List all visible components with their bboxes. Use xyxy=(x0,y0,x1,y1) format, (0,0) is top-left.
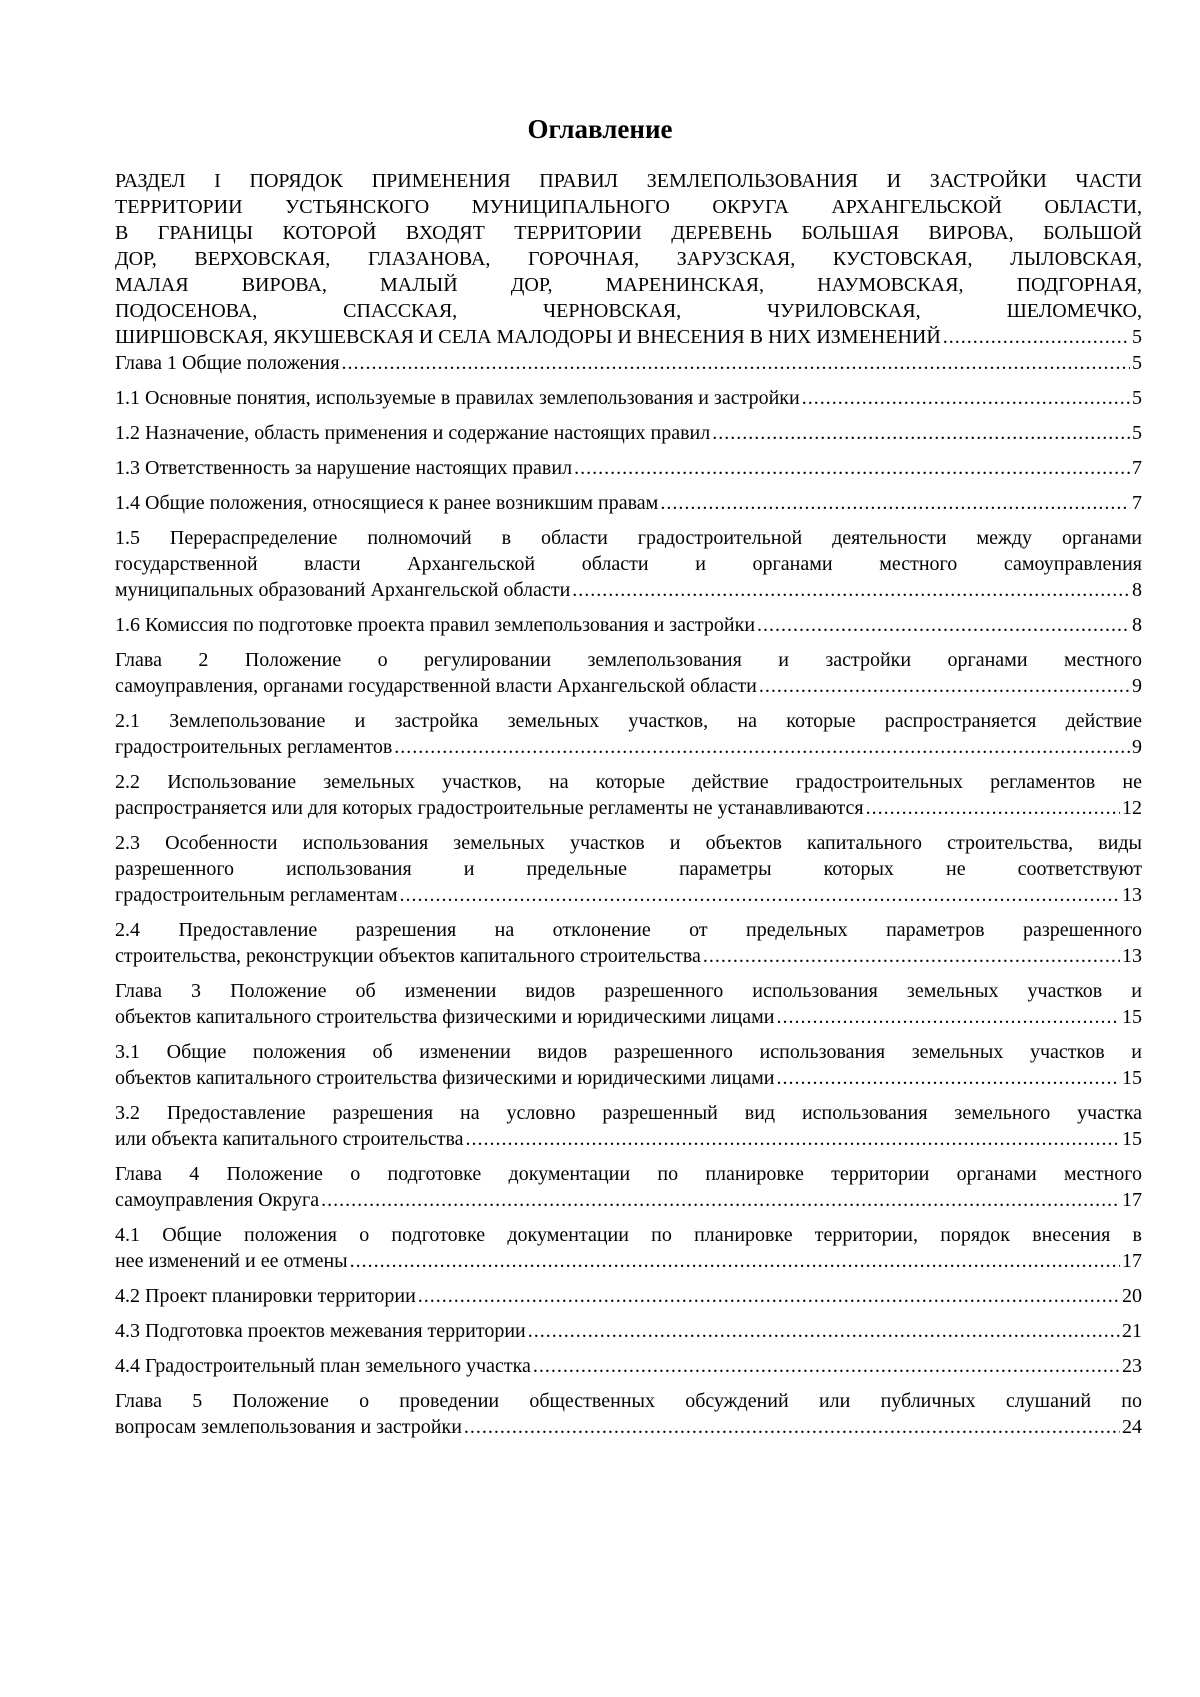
toc-entry-part-1[interactable] xyxy=(115,168,1142,350)
dot-leader xyxy=(572,577,1130,603)
toc-entry[interactable] xyxy=(115,1388,1142,1440)
toc-entry-last-line xyxy=(115,673,1142,699)
toc-entry-last-line xyxy=(115,795,1142,821)
toc-entry-line: 2.1 Землепользование и застройка земельных участков, на которые распространяется действие xyxy=(115,710,1142,732)
toc-entry-line: МАЛАЯ ВИРОВА, МАЛЫЙ ДОР, МАРЕНИНСКАЯ, НАУМОВСКАЯ, ПОДГОРНАЯ, xyxy=(115,274,1142,296)
toc-page-number: 5 xyxy=(1132,422,1142,444)
dot-leader xyxy=(400,882,1120,908)
toc-entry-line: 3.2 Предоставление разрешения на условно разрешенный вид использования земельного участка xyxy=(115,1102,1142,1124)
toc-entry[interactable] xyxy=(115,455,1142,481)
toc-entry-line: Глава 5 Положение о проведении общественных обсуждений или публичных слушаний по xyxy=(115,1390,1142,1412)
toc-entry[interactable] xyxy=(115,1100,1142,1152)
dot-leader xyxy=(712,420,1130,446)
dot-leader xyxy=(394,734,1130,760)
toc-entry-last-line xyxy=(115,1414,1142,1440)
toc-entry-line: ТЕРРИТОРИИ УСТЬЯНСКОГО МУНИЦИПАЛЬНОГО ОКРУГА АРХАНГЕЛЬСКОЙ ОБЛАСТИ, xyxy=(115,196,1142,218)
toc-entry-text: градостроительным регламентам xyxy=(115,884,398,906)
dot-leader xyxy=(466,1126,1120,1152)
toc-entry-text: 1.4 Общие положения, относящиеся к ранее возникшим правам xyxy=(115,492,659,514)
toc-entry-last-line xyxy=(115,420,1142,446)
toc-entry-line: 3.1 Общие положения об изменении видов разрешенного использования земельных участков и xyxy=(115,1041,1142,1063)
toc-entry-last-line xyxy=(115,1187,1142,1213)
toc-entry-last-line xyxy=(115,1004,1142,1030)
dot-leader xyxy=(943,324,1130,350)
toc-entry-last-line xyxy=(115,490,1142,516)
toc-page-number: 7 xyxy=(1132,457,1142,479)
toc-entry-text: 1.6 Комиссия по подготовке проекта правил землепользования и застройки xyxy=(115,614,756,636)
toc-entry[interactable] xyxy=(115,917,1142,969)
toc-page-number: 13 xyxy=(1122,945,1142,967)
toc-entry[interactable] xyxy=(115,350,1142,376)
toc-entry[interactable] xyxy=(115,1318,1142,1344)
dot-leader xyxy=(759,673,1130,699)
toc-entry-text: нее изменений и ее отмены xyxy=(115,1250,348,1272)
toc-entry-text: 4.3 Подготовка проектов межевания территории xyxy=(115,1320,526,1342)
toc-entry[interactable] xyxy=(115,385,1142,411)
toc-entry-last-line xyxy=(115,1248,1142,1274)
toc-entry-text: объектов капитального строительства физическими и юридическими лицами xyxy=(115,1067,775,1089)
dot-leader xyxy=(757,612,1130,638)
toc-entry[interactable] xyxy=(115,1353,1142,1379)
toc-page-number: 5 xyxy=(1132,387,1142,409)
toc-entry-text: вопросам землепользования и застройки xyxy=(115,1416,462,1438)
dot-leader xyxy=(533,1353,1120,1379)
dot-leader xyxy=(802,385,1130,411)
toc-entry-last-line xyxy=(115,1065,1142,1091)
toc-entry[interactable] xyxy=(115,647,1142,699)
dot-leader xyxy=(350,1248,1120,1274)
toc-page-number: 8 xyxy=(1132,614,1142,636)
toc-entry-line: 2.4 Предоставление разрешения на отклонение от предельных параметров разрешенного xyxy=(115,919,1142,941)
toc-entry-text: самоуправления, органами государственной власти Архангельской области xyxy=(115,675,757,697)
toc-entry-text: объектов капитального строительства физическими и юридическими лицами xyxy=(115,1006,775,1028)
toc-entry-text: 4.2 Проект планировки территории xyxy=(115,1285,416,1307)
toc-entry-text: 1.1 Основные понятия, используемые в правилах землепользования и застройки xyxy=(115,387,800,409)
toc-entry-last-line xyxy=(115,324,1142,350)
toc-entry[interactable] xyxy=(115,490,1142,516)
toc-entry-text: ШИРШОВСКАЯ, ЯКУШЕВСКАЯ И СЕЛА МАЛОДОРЫ И ВНЕСЕНИЯ В НИХ ИЗМЕНЕНИЙ xyxy=(115,326,941,348)
toc-entry-last-line xyxy=(115,1126,1142,1152)
toc-entry-line: В ГРАНИЦЫ КОТОРОЙ ВХОДЯТ ТЕРРИТОРИИ ДЕРЕВЕНЬ БОЛЬШАЯ ВИРОВА, БОЛЬШОЙ xyxy=(115,222,1142,244)
toc-entry[interactable] xyxy=(115,1039,1142,1091)
toc-entry-last-line xyxy=(115,882,1142,908)
toc-entry-last-line xyxy=(115,1318,1142,1344)
toc-page-number: 21 xyxy=(1122,1320,1142,1342)
dot-leader xyxy=(777,1004,1120,1030)
toc-entry-last-line xyxy=(115,1353,1142,1379)
toc-entry-line: государственной власти Архангельской области и органами местного самоуправления xyxy=(115,553,1142,575)
toc-entry[interactable] xyxy=(115,769,1142,821)
toc-page-number: 15 xyxy=(1122,1067,1142,1089)
toc-entry-line: ДОР, ВЕРХОВСКАЯ, ГЛАЗАНОВА, ГОРОЧНАЯ, ЗАРУЗСКАЯ, КУСТОВСКАЯ, ЛЫЛОВСКАЯ, xyxy=(115,248,1142,270)
toc-entry-last-line xyxy=(115,577,1142,603)
toc-page-number: 9 xyxy=(1132,675,1142,697)
toc-entry-text: распространяется или для которых градостроительные регламенты не устанавливаются xyxy=(115,797,864,819)
dot-leader xyxy=(342,350,1130,376)
toc-entry[interactable] xyxy=(115,1222,1142,1274)
table-of-contents xyxy=(115,168,1142,1449)
toc-entry-line: ПОДОСЕНОВА, СПАССКАЯ, ЧЕРНОВСКАЯ, ЧУРИЛОВСКАЯ, ШЕЛОМЕЧКО, xyxy=(115,300,1142,322)
toc-entry-line: разрешенного использования и предельные параметры которых не соответствуют xyxy=(115,858,1142,880)
toc-entry[interactable] xyxy=(115,1161,1142,1213)
toc-page-number: 12 xyxy=(1122,797,1142,819)
toc-entry-line: 2.3 Особенности использования земельных участков и объектов капитального строительства, виды xyxy=(115,832,1142,854)
toc-entry-line: РАЗДЕЛ I ПОРЯДОК ПРИМЕНЕНИЯ ПРАВИЛ ЗЕМЛЕПОЛЬЗОВАНИЯ И ЗАСТРОЙКИ ЧАСТИ xyxy=(115,170,1142,192)
toc-entry-last-line xyxy=(115,734,1142,760)
toc-entry[interactable] xyxy=(115,525,1142,603)
toc-entry[interactable] xyxy=(115,830,1142,908)
toc-entry-last-line xyxy=(115,612,1142,638)
toc-page-number: 17 xyxy=(1122,1250,1142,1272)
toc-page-number: 9 xyxy=(1132,736,1142,758)
toc-page-number: 5 xyxy=(1132,352,1142,374)
dot-leader xyxy=(660,490,1130,516)
dot-leader xyxy=(418,1283,1120,1309)
toc-entry-line: 4.1 Общие положения о подготовке документации по планировке территории, порядок внесения в xyxy=(115,1224,1142,1246)
toc-page-number: 13 xyxy=(1122,884,1142,906)
toc-page-number: 24 xyxy=(1122,1416,1142,1438)
toc-entry-last-line xyxy=(115,385,1142,411)
toc-entry-line: Глава 2 Положение о регулировании землепользования и застройки органами местного xyxy=(115,649,1142,671)
toc-entry-text: градостроительных регламентов xyxy=(115,736,393,758)
toc-page-number: 15 xyxy=(1122,1006,1142,1028)
toc-title: Оглавление xyxy=(527,114,673,144)
toc-entry-text: самоуправления Округа xyxy=(115,1189,320,1211)
toc-entry-text: 1.3 Ответственность за нарушение настоящих правил xyxy=(115,457,573,479)
toc-page-number: 20 xyxy=(1122,1285,1142,1307)
toc-page-number: 17 xyxy=(1122,1189,1142,1211)
toc-entry-text: Глава 1 Общие положения xyxy=(115,352,340,374)
toc-entry-last-line xyxy=(115,455,1142,481)
dot-leader xyxy=(574,455,1130,481)
toc-entry-line: 2.2 Использование земельных участков, на которые действие градостроительных регламентов не xyxy=(115,771,1142,793)
toc-entry-text: 1.2 Назначение, область применения и содержание настоящих правил xyxy=(115,422,711,444)
toc-entry-line: Глава 4 Положение о подготовке документации по планировке территории органами местного xyxy=(115,1163,1142,1185)
dot-leader xyxy=(777,1065,1120,1091)
dot-leader xyxy=(703,943,1120,969)
toc-entry[interactable] xyxy=(115,420,1142,446)
dot-leader xyxy=(528,1318,1120,1344)
toc-entry[interactable] xyxy=(115,1283,1142,1309)
toc-page-number: 5 xyxy=(1132,326,1142,348)
toc-entry-line: 1.5 Перераспределение полномочий в области градостроительной деятельности между органами xyxy=(115,527,1142,549)
toc-page-number: 8 xyxy=(1132,579,1142,601)
toc-entry[interactable] xyxy=(115,978,1142,1030)
toc-page-number: 7 xyxy=(1132,492,1142,514)
toc-entry-text: 4.4 Градостроительный план земельного участка xyxy=(115,1355,531,1377)
toc-page-number: 23 xyxy=(1122,1355,1142,1377)
toc-entry-text: или объекта капитального строительства xyxy=(115,1128,464,1150)
toc-entry[interactable] xyxy=(115,612,1142,638)
toc-entry-line: Глава 3 Положение об изменении видов разрешенного использования земельных участков и xyxy=(115,980,1142,1002)
toc-entry-last-line xyxy=(115,943,1142,969)
dot-leader xyxy=(866,795,1120,821)
dot-leader xyxy=(464,1414,1120,1440)
toc-entry-last-line xyxy=(115,1283,1142,1309)
toc-entry-text: муниципальных образований Архангельской области xyxy=(115,579,571,601)
toc-entry[interactable] xyxy=(115,708,1142,760)
dot-leader xyxy=(321,1187,1120,1213)
toc-entry-last-line xyxy=(115,350,1142,376)
toc-page-number: 15 xyxy=(1122,1128,1142,1150)
toc-entry-text: строительства, реконструкции объектов капитального строительства xyxy=(115,945,701,967)
